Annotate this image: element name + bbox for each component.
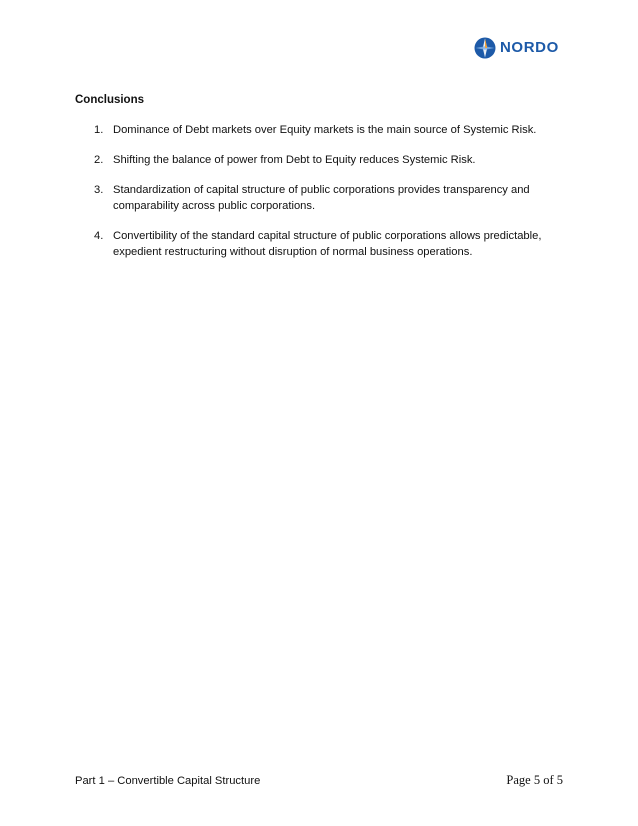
compass-globe-icon [474,37,496,59]
list-item-number: 2. [94,154,104,166]
list-item [75,182,575,214]
list-item-number: 4. [94,230,104,242]
list-item [75,228,575,260]
logo-text: NORDO [500,39,559,56]
list-item-text: Standardization of capital structure of public corporations provides transparency and comparability across public corporations. [113,184,530,212]
list-item [75,152,575,168]
list-item [75,122,575,138]
list-item-number: 3. [94,184,104,196]
footer-document-title: Part 1 – Convertible Capital Structure [75,775,261,787]
list-item-number: 1. [94,124,104,136]
conclusions-list [75,122,575,274]
footer-page-number: Page 5 of 5 [506,773,563,787]
list-item-text: Shifting the balance of power from Debt to Equity reduces Systemic Risk. [113,154,476,166]
list-item-text: Dominance of Debt markets over Equity markets is the main source of Systemic Risk. [113,124,537,136]
section-heading: Conclusions [75,94,145,106]
list-item-text: Convertibility of the standard capital structure of public corporations allows predictable, expedient restructuring without disruption of normal business operations. [113,230,542,258]
nordo-logo [474,37,559,59]
